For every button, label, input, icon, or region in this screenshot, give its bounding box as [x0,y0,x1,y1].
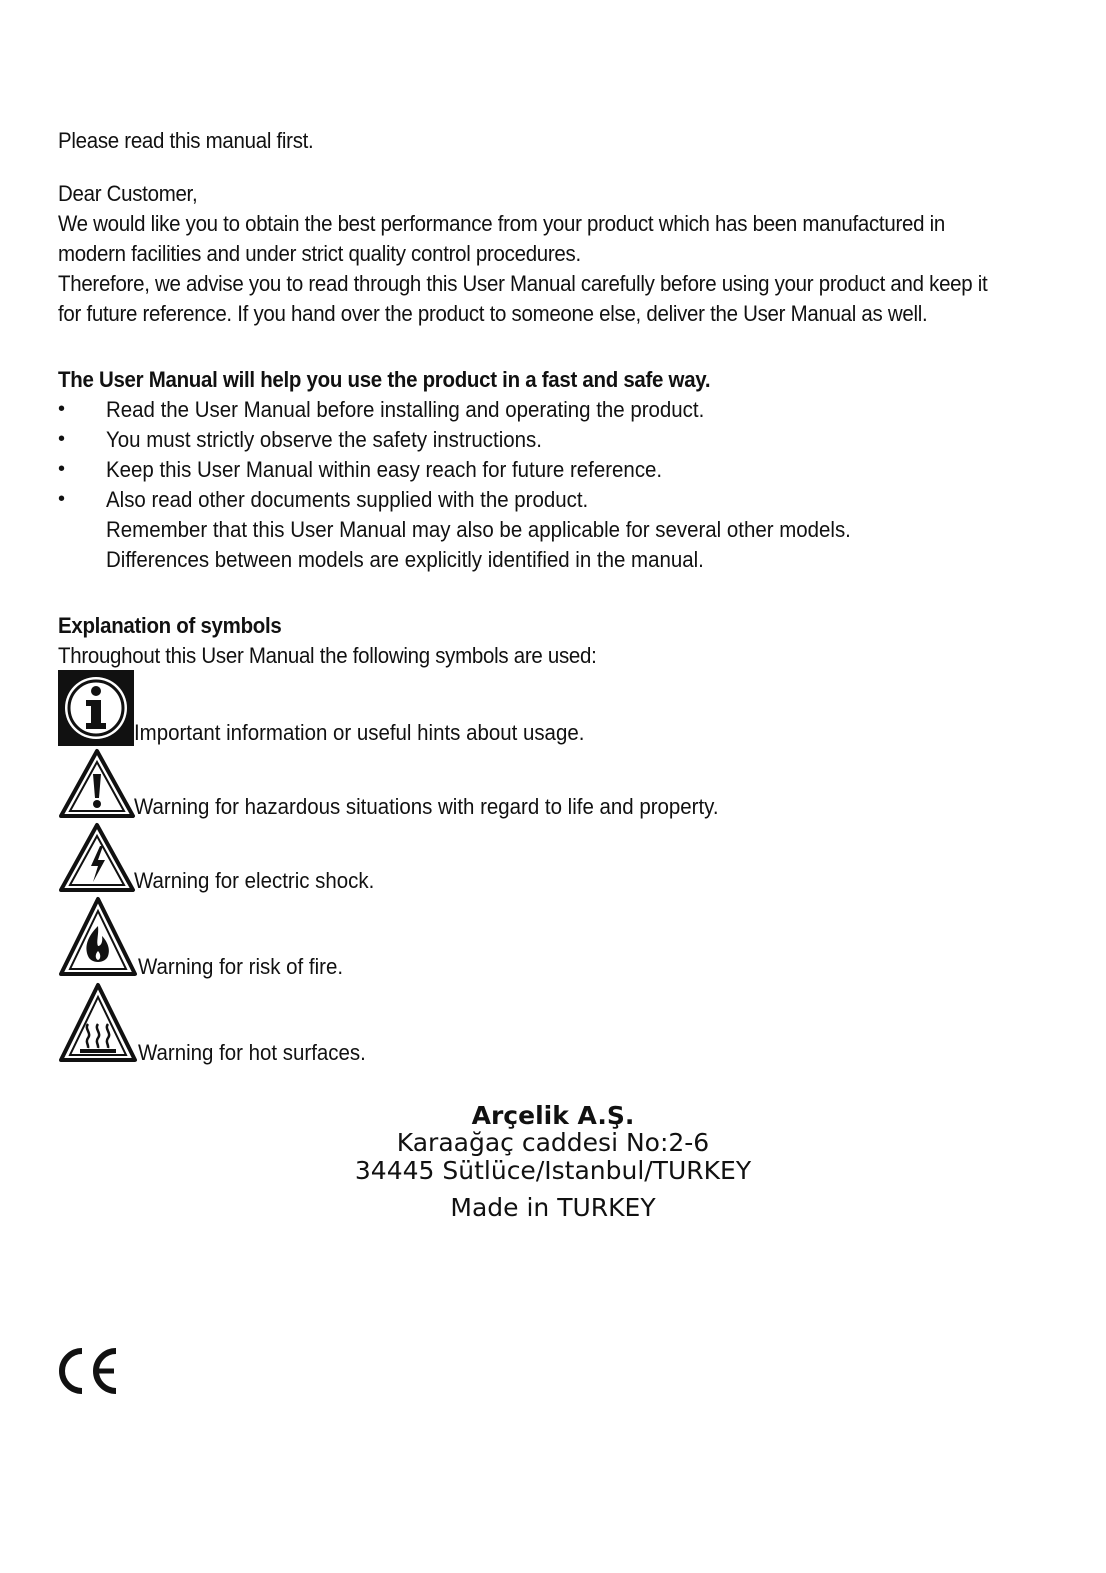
page-title: Please read this manual first. [58,128,314,153]
note-line-2: Differences between models are explicitly identified in the manual. [106,547,704,572]
symbol-text-hot: Warning for hot surfaces. [138,1040,366,1065]
manufacturer-name: Arçelik A.Ş. [471,1101,635,1130]
note-line-1: Remember that this User Manual may also be applicable for several other models. [106,517,851,542]
help-heading: The User Manual will help you use the product in a fast and safe way. [58,367,711,392]
intro-line-2: modern facilities and under strict quality control procedures. [58,241,581,266]
warning-hazard-icon [58,748,136,820]
ce-mark-icon [54,1345,120,1397]
bullet-item-4: Also read other documents supplied with the product. [106,487,589,512]
bullet-mark: • [58,428,66,450]
info-icon [58,670,134,746]
bullet-mark: • [58,458,66,480]
symbols-heading: Explanation of symbols [58,613,282,638]
hot-surface-icon [58,982,138,1064]
made-in: Made in TURKEY [450,1193,656,1222]
bullet-item-2: You must strictly observe the safety instructions. [106,427,542,452]
intro-line-4: for future reference. If you hand over the product to someone else, deliver the User Manual as well. [58,301,928,326]
symbol-text-fire: Warning for risk of fire. [138,954,344,979]
bullet-mark: • [58,398,66,420]
bullet-item-3: Keep this User Manual within easy reach for future reference. [106,457,663,482]
intro-line-1: We would like you to obtain the best performance from your product which has been manufactured in [58,211,945,236]
bullet-mark: • [58,488,66,510]
intro-line-3: Therefore, we advise you to read through this User Manual carefully before using your product and keep it [58,271,988,296]
manufacturer-city: 34445 Sütlüce/Istanbul/TURKEY [354,1156,752,1185]
symbol-text-electric: Warning for electric shock. [134,868,375,893]
bullet-item-1: Read the User Manual before installing and operating the product. [106,397,705,422]
manufacturer-street: Karaağaç caddesi No:2-6 [396,1128,710,1157]
fire-risk-icon [58,896,138,978]
symbol-text-hazard: Warning for hazardous situations with regard to life and property. [134,794,719,819]
greeting: Dear Customer, [58,181,198,206]
electric-shock-icon [58,822,136,894]
symbol-text-info: Important information or useful hints about usage. [134,720,585,745]
symbols-intro: Throughout this User Manual the following symbols are used: [58,643,597,668]
